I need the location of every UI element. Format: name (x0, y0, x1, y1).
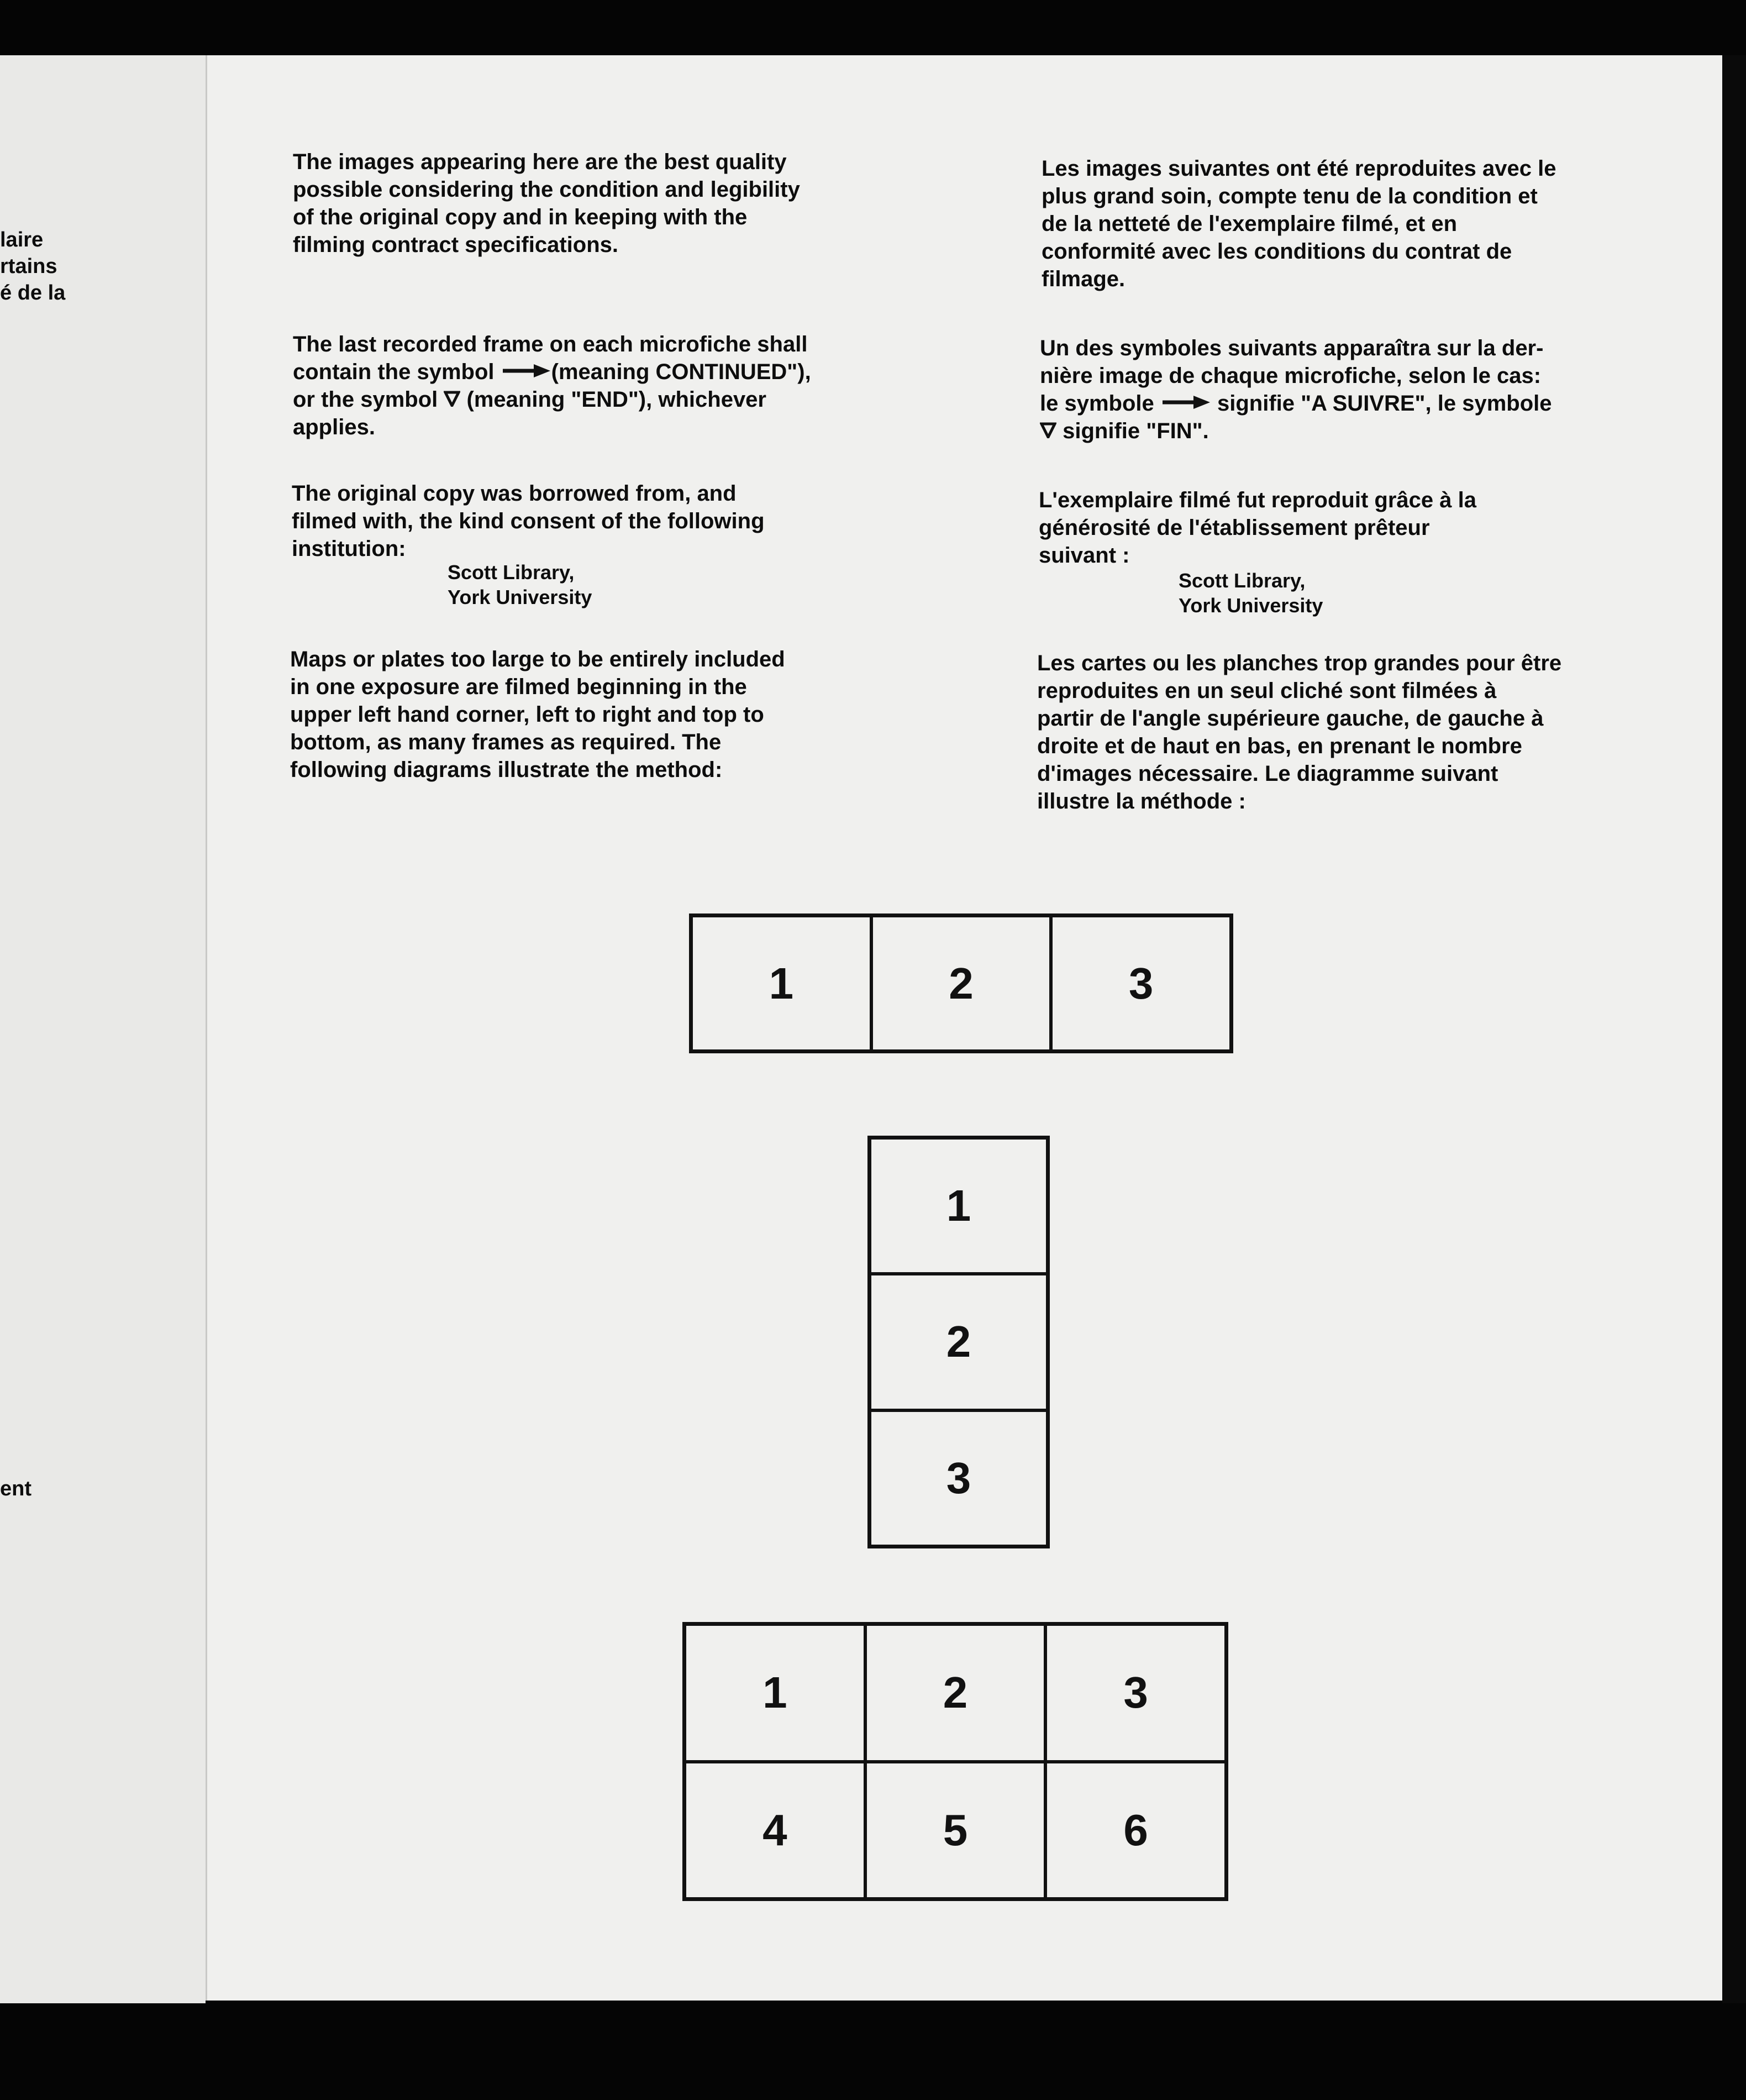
text-line: filmage. (1042, 267, 1126, 291)
frame-cell: 1 (691, 916, 871, 1051)
text-line: nière image de chaque microfiche, selon le cas: (1040, 364, 1542, 388)
text-fragment: le symbole (1040, 391, 1154, 416)
triangle-down-icon (1040, 417, 1056, 445)
text-line: suivant : (1039, 543, 1130, 568)
text-line: Un des symboles suivants apparaîtra sur la der- (1040, 336, 1544, 360)
left-fragment-2: rtains (0, 255, 57, 278)
text-line: Les images suivantes ont été reproduites avec le (1042, 156, 1556, 181)
text-line: illustre la méthode : (1037, 789, 1246, 813)
institution-name: Scott Library, (1179, 569, 1306, 592)
text-fragment: signifie "A SUIVRE", le symbole (1217, 391, 1552, 416)
text-line: possible considering the condition and legibility (293, 177, 800, 202)
left-fragment-4: ent (0, 1477, 31, 1500)
diagram-grid (682, 1622, 1228, 1901)
institution-name: York University (1179, 594, 1323, 617)
frame-cell: 2 (871, 916, 1051, 1051)
text-line: The images appearing here are the best quality (293, 150, 787, 174)
arrow-icon (501, 358, 551, 386)
text-line: filmed with, the kind consent of the following (292, 509, 765, 533)
text-line: The last recorded frame on each microfiche shall (293, 332, 808, 356)
frame-cell: 4 (685, 1762, 865, 1899)
frame-cell: 2 (870, 1274, 1048, 1410)
text-line: générosité de l'établissement prêteur (1039, 516, 1430, 540)
text-line: L'exemplaire filmé fut reproduit grâce à la (1039, 488, 1476, 512)
text-line: The original copy was borrowed from, and (292, 481, 737, 506)
left-page-fragment (0, 55, 206, 2003)
text-line: reproduites en un seul cliché sont filmées à (1037, 679, 1497, 703)
text-line: filming contract specifications. (293, 233, 619, 257)
text-line: institution: (292, 537, 406, 561)
diagram-horizontal (689, 914, 1233, 1053)
text-fragment: signifie "FIN". (1063, 419, 1209, 443)
text-line: in one exposure are filmed beginning in the (290, 675, 747, 699)
text-line (293, 386, 766, 413)
frame-cell: 3 (870, 1410, 1048, 1546)
triangle-down-icon (444, 386, 460, 413)
left-fragment-1: laire (0, 228, 44, 251)
text-line: de la netteté de l'exemplaire filmé, et en (1042, 212, 1458, 236)
frame-cell: 1 (870, 1138, 1048, 1274)
text-fragment: (meaning "END"), whichever (466, 387, 766, 412)
text-line: bottom, as many frames as required. The (290, 730, 722, 754)
institution-name: York University (448, 586, 592, 608)
institution-name: Scott Library, (448, 561, 575, 584)
frame-cell: 6 (1045, 1762, 1226, 1899)
text-line (1040, 390, 1552, 417)
text-line: applies. (293, 415, 375, 439)
text-line: droite et de haut en bas, en prenant le nombre (1037, 734, 1522, 758)
text-line: Les cartes ou les planches trop grandes pour être (1037, 651, 1562, 675)
frame-cell: 3 (1051, 916, 1231, 1051)
diagram-vertical (867, 1136, 1050, 1548)
text-line: following diagrams illustrate the method: (290, 758, 723, 782)
frame-cell: 2 (865, 1624, 1046, 1762)
text-line: of the original copy and in keeping with the (293, 205, 748, 229)
text-fragment: or the symbol (293, 387, 438, 412)
text-line: Maps or plates too large to be entirely included (290, 647, 785, 671)
text-line: plus grand soin, compte tenu de la condition et (1042, 184, 1538, 208)
text-line (1040, 417, 1209, 445)
frame-cell: 1 (685, 1624, 865, 1762)
arrow-icon (1160, 390, 1211, 417)
text-line: conformité avec les conditions du contrat de (1042, 239, 1512, 264)
left-fragment-3: é de la (0, 281, 66, 305)
frame-cell: 3 (1045, 1624, 1226, 1762)
text-line: d'images nécessaire. Le diagramme suivant (1037, 762, 1498, 786)
text-line: upper left hand corner, left to right and top to (290, 702, 764, 727)
text-line: partir de l'angle supérieure gauche, de gauche à (1037, 706, 1544, 731)
text-fragment: contain the symbol (293, 360, 495, 384)
text-fragment: (meaning CONTINUED"), (551, 360, 811, 384)
film-edge (1722, 55, 1746, 2003)
frame-cell: 5 (865, 1762, 1046, 1899)
text-line (293, 358, 811, 386)
